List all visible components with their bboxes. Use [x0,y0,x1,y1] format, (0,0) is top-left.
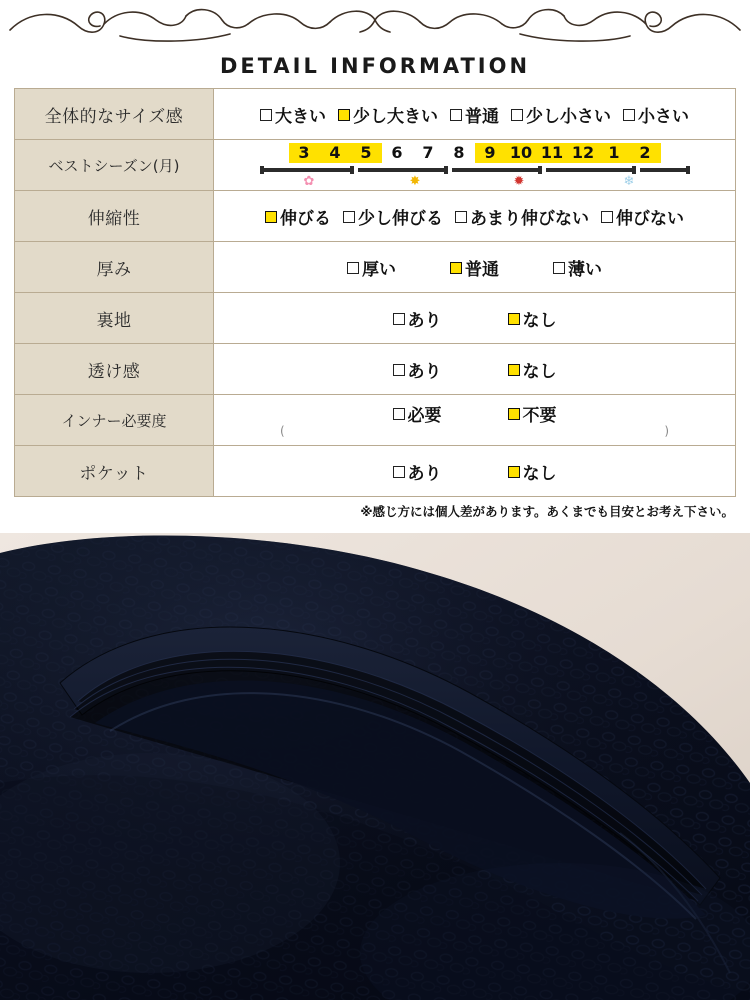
row-label-lining: 裏地 [15,293,214,344]
checkbox-icon[interactable] [450,109,462,121]
checkbox-icon[interactable] [455,211,467,223]
option-group-pocket [220,459,729,484]
option-pocket-1[interactable]: なし [508,459,557,484]
season-month: 12 [568,143,599,163]
table-row-size [15,89,736,140]
table-row-season [15,140,736,191]
row-value-thickness [214,242,736,293]
season-segment [546,168,632,172]
cherry-blossom-icon: ✿ [303,174,315,189]
table-row-lining [15,293,736,344]
option-stretch-1[interactable]: 少し伸びる [343,204,443,229]
table-row-sheerness [15,344,736,395]
season-month: 10 [506,143,537,163]
season-month: 1 [599,143,630,163]
checkbox-icon[interactable] [508,408,520,420]
row-label-sheerness: 透け感 [15,344,214,395]
season-month: 11 [537,143,568,163]
season-icon-row [258,175,692,191]
decorative-ornament [0,0,750,46]
row-label-thickness: 厚み [15,242,214,293]
inner-paren-row [220,423,729,440]
season-month: 8 [453,143,465,162]
season-month-labels [220,142,729,165]
checkbox-icon[interactable] [260,109,272,121]
season-segment [640,168,686,172]
checkbox-icon[interactable] [265,211,277,223]
season-tick [444,166,448,174]
season-month: 7 [422,143,434,162]
season-tick [538,166,542,174]
checkbox-icon[interactable] [508,313,520,325]
option-pocket-0[interactable]: あり [393,459,442,484]
season-month: 3 [289,143,320,163]
page-title: DETAIL INFORMATION [219,54,531,78]
disclaimer-note: ※感じ方には個人差があります。あくまでも目安とお考え下さい。 [360,504,734,519]
option-group-inner [220,401,729,426]
paren-left: ( [280,423,285,438]
row-label-size: 全体的なサイズ感 [15,89,214,140]
season-month: 2 [630,143,661,163]
option-size-1[interactable]: 少し大きい [338,102,438,127]
checkbox-icon[interactable] [450,262,462,274]
season-chart [220,142,729,188]
checkbox-icon[interactable] [553,262,565,274]
checkbox-icon[interactable] [508,364,520,376]
row-label-stretch: 伸縮性 [15,191,214,242]
option-sheerness-0[interactable]: あり [393,357,442,382]
product-photo [0,533,750,1000]
snowflake-icon: ❄ [623,174,635,189]
checkbox-icon[interactable] [393,364,405,376]
detail-information-table [14,88,736,497]
option-inner-0[interactable]: 必要 [393,401,442,426]
option-stretch-2[interactable]: あまり伸びない [455,204,589,229]
table-row-stretch [15,191,736,242]
table-row-pocket [15,446,736,497]
season-segment [358,168,444,172]
row-value-size [214,89,736,140]
option-thickness-2[interactable]: 薄い [553,255,602,280]
option-stretch-0[interactable]: 伸びる [265,204,331,229]
option-group-lining [220,306,729,331]
row-value-sheerness [214,344,736,395]
season-tick [260,166,264,174]
row-label-inner: インナー必要度 [15,395,214,446]
sunflower-icon: ✸ [409,174,421,189]
checkbox-icon[interactable] [393,466,405,478]
option-size-0[interactable]: 大きい [260,102,326,127]
option-thickness-0[interactable]: 厚い [347,255,396,280]
row-value-season [214,140,736,191]
row-value-lining [214,293,736,344]
row-value-pocket [214,446,736,497]
table-row-thickness [15,242,736,293]
checkbox-icon[interactable] [393,408,405,420]
option-group-thickness [220,255,729,280]
row-value-inner [214,395,736,446]
maple-leaf-icon: ✹ [513,174,525,189]
table-row-inner [15,395,736,446]
product-photo-image [0,533,750,1000]
option-thickness-1[interactable]: 普通 [450,255,499,280]
detail-table-wrap [0,88,750,497]
season-month: 6 [391,143,403,162]
checkbox-icon[interactable] [343,211,355,223]
row-label-season: ベストシーズン(月) [15,140,214,191]
option-size-3[interactable]: 少し小さい [511,102,611,127]
row-value-stretch [214,191,736,242]
checkbox-icon[interactable] [393,313,405,325]
checkbox-icon[interactable] [511,109,523,121]
checkbox-icon[interactable] [338,109,350,121]
paren-right: ) [664,423,669,438]
option-lining-1[interactable]: なし [508,306,557,331]
season-tick [686,166,690,174]
season-tick [350,166,354,174]
season-segment [264,168,350,172]
row-label-pocket: ポケット [15,446,214,497]
option-inner-1[interactable]: 不要 [508,401,557,426]
season-tick [632,166,636,174]
season-month: 5 [351,143,382,163]
checkbox-icon[interactable] [601,211,613,223]
season-month: 4 [320,143,351,163]
option-lining-0[interactable]: あり [393,306,442,331]
checkbox-icon[interactable] [623,109,635,121]
season-month: 9 [475,143,506,163]
option-size-4[interactable]: 小さい [623,102,689,127]
option-sheerness-1[interactable]: なし [508,357,557,382]
checkbox-icon[interactable] [508,466,520,478]
season-segment [452,168,538,172]
option-group-sheerness [220,357,729,382]
checkbox-icon[interactable] [347,262,359,274]
option-stretch-3[interactable]: 伸びない [601,204,684,229]
option-size-2[interactable]: 普通 [450,102,499,127]
